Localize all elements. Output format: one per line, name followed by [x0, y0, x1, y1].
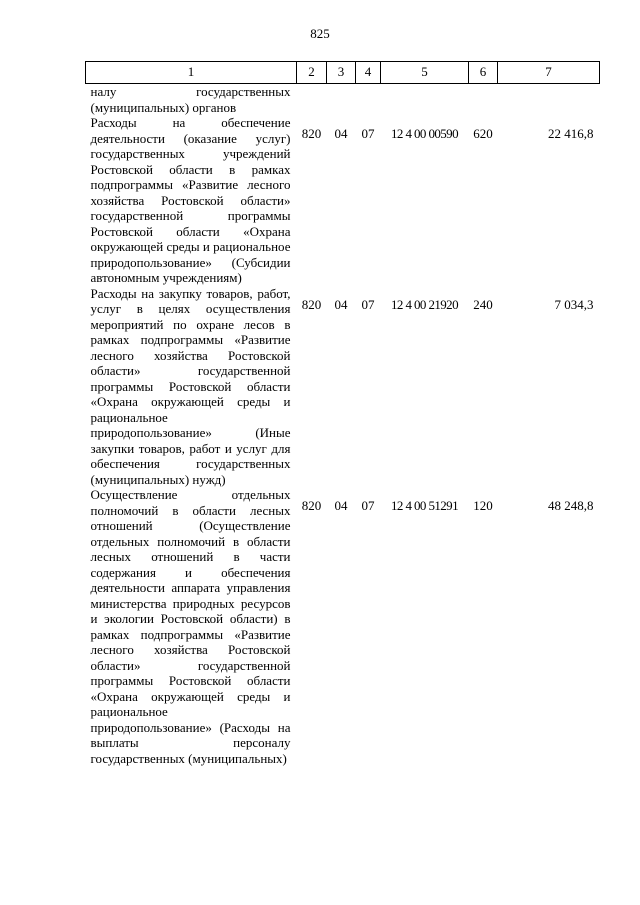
row-target-article: 12 4 00 21920 [391, 296, 458, 312]
row-subsection-code: 07 [361, 296, 375, 312]
row-description: налу государственных (муниципальных) органов [90, 84, 291, 115]
row-amount: 7 034,3 [554, 296, 594, 312]
row-expense-type [469, 84, 498, 116]
row-ministry-code: 820 [301, 126, 322, 141]
table-row [86, 487, 600, 766]
budget-table [85, 61, 600, 766]
row-section-code: 04 [334, 498, 348, 513]
row-target-article: 12 4 00 00590 [391, 126, 458, 141]
column-header-2: 2 [297, 62, 327, 84]
column-header-6: 6 [469, 62, 498, 84]
column-header-7: 7 [498, 62, 600, 84]
row-expense-type: 240 [473, 296, 493, 312]
row-expense-type: 120 [473, 498, 493, 513]
row-expense-type: 620 [473, 126, 493, 141]
row-description: Расходы на обеспечение деятельности (оказание услуг) государственных учреждений Ростовской области в рамках подпрограммы «Развитие лесного хозяйства Ростовской области» государственной программы Ростовской области «Охрана окружающей среды и рациональное природопользование» (Субсидии автономным учреждениям) [90, 115, 291, 285]
table-row [86, 84, 600, 116]
row-description: Осуществление отдельных полномочий в области лесных отношений (Осуществление отдельных полномочий в области лесных отношений в части содержания и обеспечения деятельности аппарата управления министерства природных ресурсов и экологии Ростовской области) в рамках подпрограммы «Развитие лесного хозяйства Ростовской области» государственной программы Ростовской области «Охрана окружающей среды и рациональное природопользование» (Расходы на выплаты персоналу государственных (муниципальных) [90, 487, 291, 766]
row-section-code: 04 [334, 296, 348, 312]
row-amount [498, 84, 600, 116]
table-header-row [86, 62, 600, 84]
column-header-1: 1 [86, 62, 297, 84]
row-subsection-code [356, 84, 381, 116]
row-subsection-code: 07 [361, 126, 375, 141]
row-section-code [327, 84, 356, 116]
row-amount: 48 248,8 [548, 498, 594, 513]
row-ministry-code: 820 [301, 296, 322, 312]
table-row [86, 115, 600, 286]
row-ministry-code [297, 84, 327, 116]
row-description: Расходы на закупку товаров, работ, услуг в целях осуществления мероприятий по охране лесов в рамках подпрограммы «Развитие лесного хозяйства Ростовской области» государственной программы Ростовской области «Охрана окружающей среды и рациональное природопользование» (Иные закупки товаров, работ и услуг для обеспечения государственных (муниципальных) нужд) [90, 285, 291, 487]
table-row [86, 286, 600, 488]
row-subsection-code: 07 [361, 498, 375, 513]
column-header-3: 3 [327, 62, 356, 84]
column-header-4: 4 [356, 62, 381, 84]
column-header-5: 5 [381, 62, 469, 84]
row-section-code: 04 [334, 126, 348, 141]
row-target-article: 12 4 00 51291 [391, 498, 458, 513]
row-amount: 22 416,8 [548, 126, 594, 141]
row-target-article [381, 84, 469, 116]
page-number: 825 [310, 26, 330, 41]
row-ministry-code: 820 [301, 498, 322, 513]
